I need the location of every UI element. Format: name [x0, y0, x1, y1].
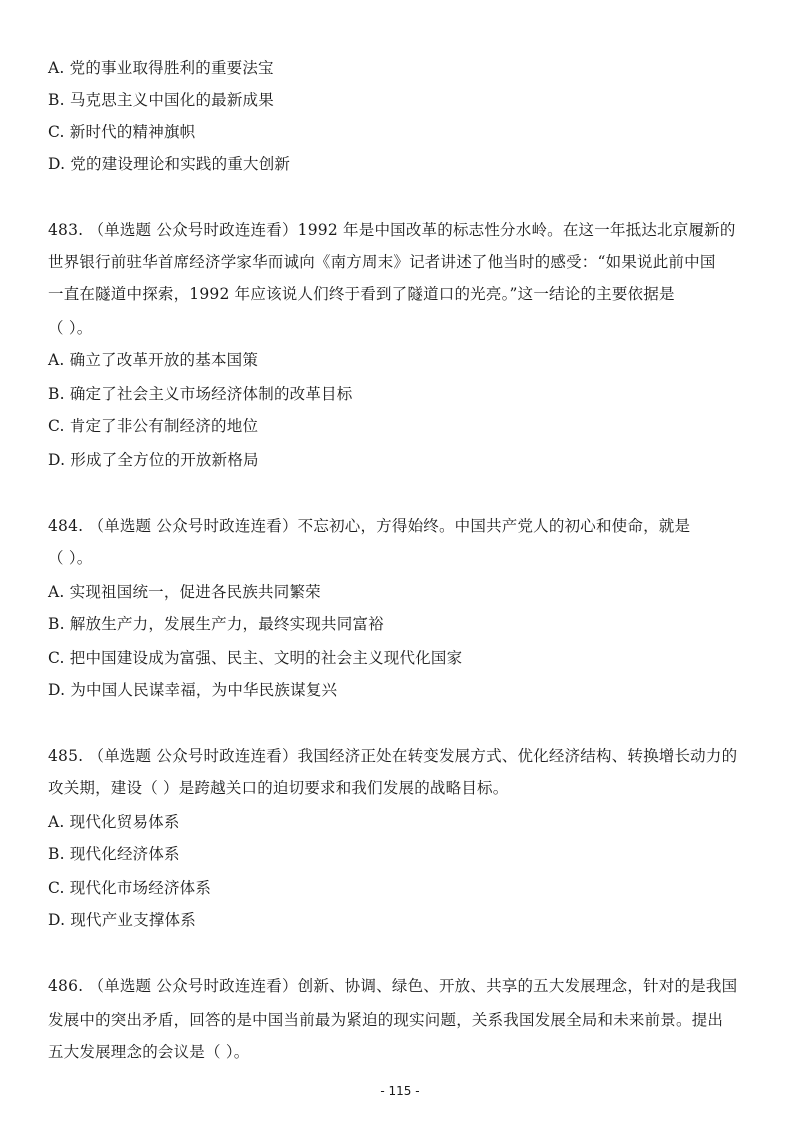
- option-d: D. 党的建设理论和实践的重大创新: [48, 155, 291, 173]
- option-a: A. 确立了改革开放的基本国策: [48, 351, 259, 369]
- option-d: D. 现代产业支撑体系: [48, 911, 196, 929]
- option-c: C. 肯定了非公有制经济的地位: [48, 417, 259, 435]
- question-484-stem: 484. （单选题 公众号时政连连看）不忘初心，方得始终。中国共产党人的初心和使命，就是: [48, 517, 691, 535]
- option-b: B. 现代化经济体系: [48, 845, 180, 863]
- question-486-stem: 486. （单选题 公众号时政连连看）创新、协调、绿色、开放、共享的五大发展理念，针对的是我国: [48, 977, 738, 995]
- option-b: B. 马克思主义中国化的最新成果: [48, 91, 274, 109]
- question-483-blank: （ ）。: [48, 319, 93, 337]
- question-485-stem: 攻关期，建设（ ）是跨越关口的迫切要求和我们发展的战略目标。: [48, 779, 509, 797]
- question-486-stem: 五大发展理念的会议是（ ）。: [48, 1043, 250, 1061]
- question-486-stem: 发展中的突出矛盾，回答的是中国当前最为紧迫的现实问题，关系我国发展全局和未来前景。提出: [48, 1011, 724, 1029]
- option-a: A. 实现祖国统一，促进各民族共同繁荣: [48, 583, 321, 601]
- page-number: - 115 -: [380, 1084, 420, 1098]
- question-484-blank: （ ）。: [48, 549, 93, 567]
- option-a: A. 现代化贸易体系: [48, 813, 180, 831]
- question-485-stem: 485. （单选题 公众号时政连连看）我国经济正处在转变发展方式、优化经济结构、转换增长动力的: [48, 747, 738, 765]
- question-483-stem: 世界银行前驻华首席经济学家华而诚向《南方周末》记者讲述了他当时的感受：“如果说此前中国: [48, 253, 716, 271]
- option-b: B. 解放生产力，发展生产力，最终实现共同富裕: [48, 615, 384, 633]
- option-c: C. 新时代的精神旗帜: [48, 123, 196, 141]
- question-483-stem: 483. （单选题 公众号时政连连看）1992 年是中国改革的标志性分水岭。在这一年抵达北京履新的: [48, 221, 736, 239]
- option-d: D. 形成了全方位的开放新格局: [48, 451, 259, 469]
- option-c: C. 现代化市场经济体系: [48, 879, 212, 897]
- option-b: B. 确定了社会主义市场经济体制的改革目标: [48, 385, 353, 403]
- question-483-stem: 一直在隧道中探索，1992 年应该说人们终于看到了隧道口的光亮。”这一结论的主要依据是: [48, 285, 675, 303]
- option-c: C. 把中国建设成为富强、民主、文明的社会主义现代化国家: [48, 649, 463, 667]
- option-d: D. 为中国人民谋幸福，为中华民族谋复兴: [48, 681, 338, 699]
- option-a: A. 党的事业取得胜利的重要法宝: [48, 59, 274, 77]
